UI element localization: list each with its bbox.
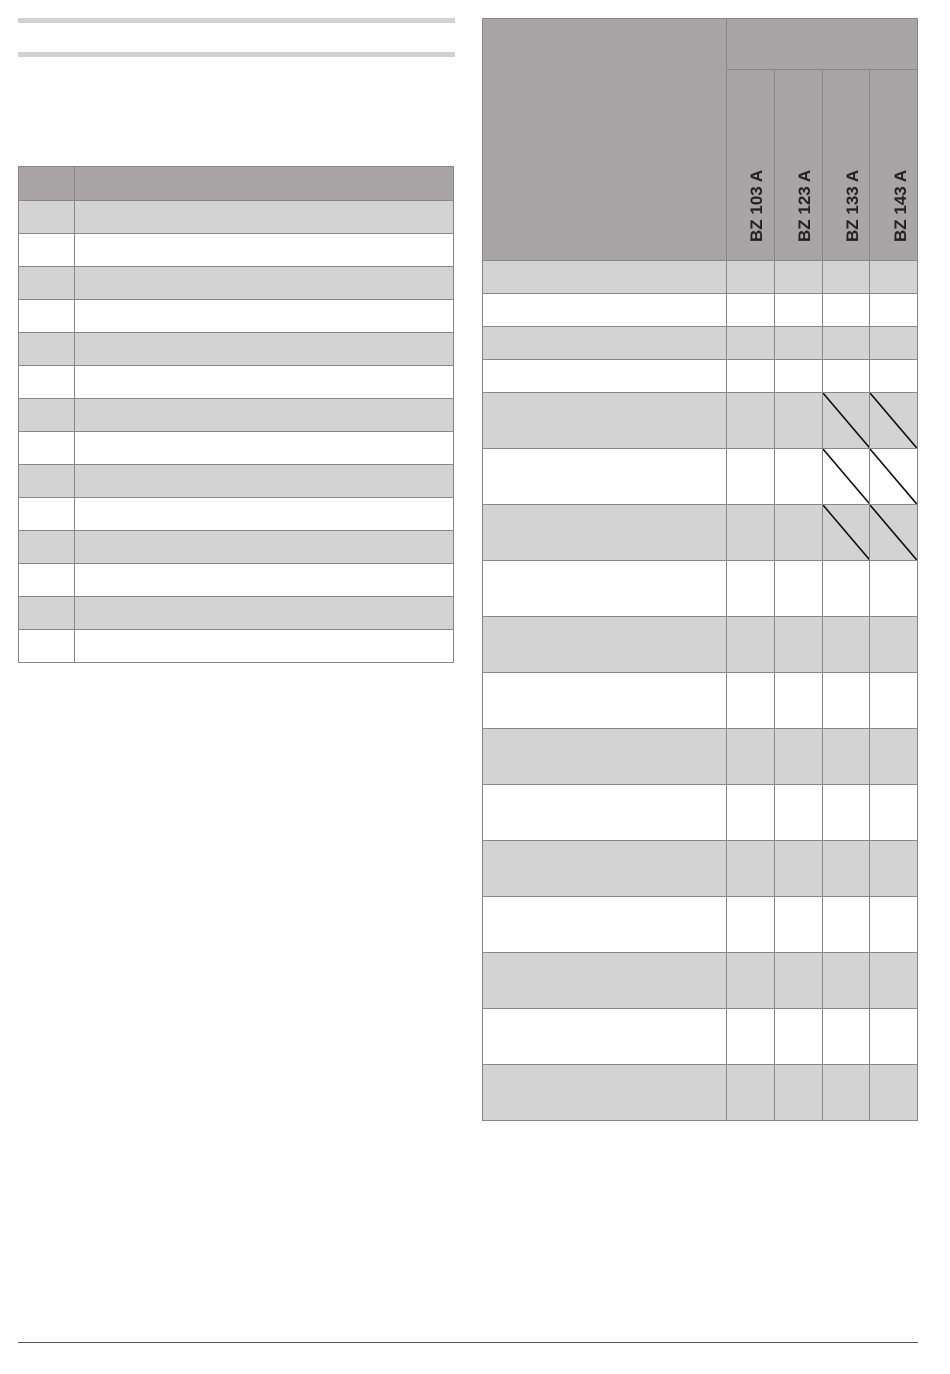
table-row [19,333,454,366]
not-applicable-cell [870,505,918,561]
model-value-cell [774,953,822,1009]
model-value-cell [870,1065,918,1121]
table-row [19,366,454,399]
model-value-cell [774,505,822,561]
content-cell [75,399,454,432]
table-row [483,1065,918,1121]
description-cell [483,261,727,294]
model-value-cell [870,953,918,1009]
top-divider-2 [18,52,455,57]
model-value-cell [774,617,822,673]
model-value-cell [727,617,775,673]
content-cell [75,630,454,663]
table-row [19,399,454,432]
index-cell [19,333,75,366]
model-value-cell [774,449,822,505]
model-value-cell [774,561,822,617]
table-row [19,630,454,663]
content-cell [75,432,454,465]
description-cell [483,327,727,360]
index-cell [19,201,75,234]
model-value-cell [822,360,870,393]
index-cell [19,564,75,597]
index-cell [19,366,75,399]
model-value-cell [774,261,822,294]
model-value-cell [727,294,775,327]
content-cell [75,597,454,630]
not-applicable-cell [870,449,918,505]
table-row [19,300,454,333]
model-value-cell [870,561,918,617]
model-value-cell [727,953,775,1009]
description-cell [483,897,727,953]
model-value-cell [822,294,870,327]
model-value-cell [870,897,918,953]
diagonal-strike-icon [823,505,870,560]
index-cell [19,432,75,465]
content-cell [75,465,454,498]
model-value-cell [727,1009,775,1065]
model-value-cell [774,897,822,953]
model-value-cell [870,1009,918,1065]
model-value-cell [774,785,822,841]
content-cell [75,234,454,267]
content-cell [75,366,454,399]
table-row [483,393,918,449]
model-header-cell [822,70,870,261]
model-header-cell [727,70,775,261]
model-value-cell [870,841,918,897]
model-value-cell [822,673,870,729]
table-row [19,597,454,630]
table-row [483,897,918,953]
model-value-cell [774,673,822,729]
model-value-cell [727,729,775,785]
index-cell [19,267,75,300]
model-value-cell [774,327,822,360]
model-value-cell [774,841,822,897]
table-row [19,234,454,267]
table-row [483,729,918,785]
table-row [483,327,918,360]
description-cell [483,449,727,505]
model-value-cell [774,393,822,449]
description-cell [483,673,727,729]
table-row [483,360,918,393]
table-row [19,564,454,597]
model-value-cell [727,449,775,505]
model-value-cell [822,261,870,294]
table-row [483,841,918,897]
not-applicable-cell [870,393,918,449]
table-row [19,498,454,531]
model-value-cell [822,327,870,360]
model-value-cell [822,841,870,897]
description-cell [483,561,727,617]
description-cell [483,294,727,327]
index-cell [19,531,75,564]
model-value-cell [822,953,870,1009]
model-value-cell [870,729,918,785]
table-row [19,432,454,465]
model-value-cell [822,785,870,841]
model-header-cell [870,70,918,261]
model-value-cell [870,261,918,294]
content-cell [75,201,454,234]
content-cell [75,531,454,564]
content-cell [75,564,454,597]
not-applicable-cell [822,505,870,561]
description-cell [483,617,727,673]
description-cell [483,729,727,785]
table-row [483,1009,918,1065]
left-table [18,166,454,663]
table-row [483,673,918,729]
model-comparison-table [482,18,918,1121]
model-value-cell [870,617,918,673]
model-value-cell [727,393,775,449]
header-cell [19,167,75,201]
content-cell [75,300,454,333]
description-cell [483,841,727,897]
not-applicable-cell [822,449,870,505]
table-row [19,267,454,300]
description-cell [483,953,727,1009]
table-row [483,505,918,561]
model-value-cell [870,294,918,327]
model-value-cell [822,617,870,673]
model-value-cell [774,1065,822,1121]
index-cell [19,597,75,630]
diagonal-strike-icon [823,449,870,504]
model-value-cell [774,294,822,327]
model-value-cell [870,327,918,360]
table-row [483,561,918,617]
model-value-cell [870,673,918,729]
model-value-cell [727,561,775,617]
model-value-cell [727,673,775,729]
table-row [19,201,454,234]
index-cell [19,234,75,267]
table-row [483,953,918,1009]
model-value-cell [727,785,775,841]
index-cell [19,465,75,498]
content-cell [75,333,454,366]
models-group-header-cell [727,19,918,70]
model-label: BZ 133 A [842,169,862,242]
index-cell [19,498,75,531]
description-cell [483,360,727,393]
table-row [19,465,454,498]
model-value-cell [774,360,822,393]
description-cell [483,1065,727,1121]
header-cell [75,167,454,201]
table-row [483,294,918,327]
footer-divider [18,1342,918,1343]
content-cell [75,498,454,531]
model-value-cell [727,327,775,360]
table-header-row [483,19,918,70]
model-value-cell [822,561,870,617]
table-row [19,531,454,564]
model-label: BZ 103 A [747,169,767,242]
description-cell [483,393,727,449]
table-row [483,785,918,841]
model-value-cell [870,785,918,841]
top-divider-1 [18,18,455,23]
index-cell [19,399,75,432]
diagonal-strike-icon [823,393,870,448]
model-value-cell [774,729,822,785]
model-value-cell [727,360,775,393]
model-value-cell [822,1009,870,1065]
content-cell [75,267,454,300]
model-value-cell [870,360,918,393]
index-cell [19,630,75,663]
model-value-cell [727,505,775,561]
model-header-cell [774,70,822,261]
model-value-cell [822,1065,870,1121]
model-label: BZ 143 A [890,169,910,242]
table-row [483,449,918,505]
diagonal-strike-icon [870,449,917,504]
model-value-cell [727,261,775,294]
table-header-row [19,167,454,201]
diagonal-strike-icon [870,505,917,560]
table-row [483,617,918,673]
model-value-cell [727,1065,775,1121]
model-label: BZ 123 A [795,169,815,242]
not-applicable-cell [822,393,870,449]
table-row [483,261,918,294]
index-cell [19,300,75,333]
description-cell [483,785,727,841]
model-value-cell [822,729,870,785]
model-value-cell [822,897,870,953]
description-cell [483,505,727,561]
model-value-cell [774,1009,822,1065]
model-value-cell [727,841,775,897]
description-cell [483,1009,727,1065]
diagonal-strike-icon [870,393,917,448]
description-header-cell [483,19,727,261]
model-value-cell [727,897,775,953]
